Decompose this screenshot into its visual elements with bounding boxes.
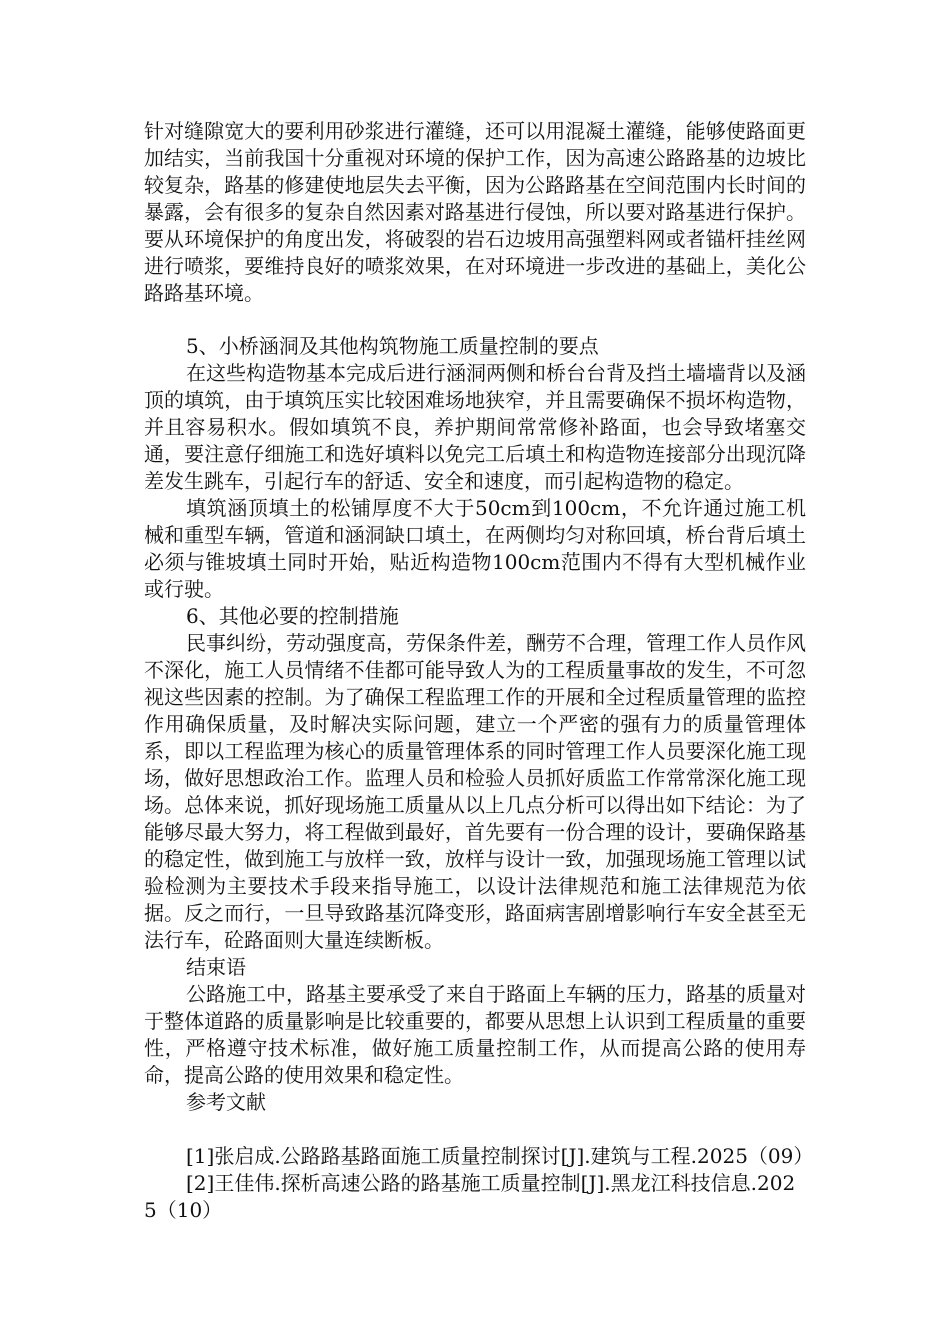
reference-item: [1]张启成.公路路基路面施工质量控制探讨[J].建筑与工程.2025（09） (186, 1144, 814, 1168)
paragraph-control-measures: 民事纠纷，劳动强度高，劳保条件差，酬劳不合理，管理工作人员作风不深化，施工人员情绪不佳都可能导致人为的工程质量事故的发生，不可忽视这些因素的控制。为了确保工程监理工作的开展和全过程质量管理的监控作用确保质量，及时解决实际问题，建立一个严密的强有力的质量管理体系，即以工程监理为核心的质量管理体系的同时管理工作人员要深化施工现场，做好思想政治工作。监理人员和检验人员抓好质监工作常常深化施工现场。总体来说，抓好现场施工质量从以上几点分析可以得出如下结论：为了能够尽最大努力，将工程做到最好，首先要有一份合理的设计，要确保路基的稳定性，做到施工与放样一致，放样与设计一致，加强现场施工管理以试验检测为主要技术手段来指导施工，以设计法律规范和施工法律规范为依据。反之而行，一旦导致路基沉降变形，路面病害剧增影响行车安全甚至无法行车，砼路面则大量连续断板。 (144, 631, 806, 952)
paragraph-grouting: 针对缝隙宽大的要利用砂浆进行灌缝，还可以用混凝土灌缝，能够使路面更加结实，当前我国十分重视对环境的保护工作，因为高速公路路基的边坡比较复杂，路基的修建使地层失去平衡，因为公路路基在空间范围内长时间的暴露，会有很多的复杂自然因素对路基进行侵蚀，所以要对路基进行保护。要从环境保护的角度出发，将破裂的岩石边坡用高强塑料网或者锚杆挂丝网进行喷浆，要维持良好的喷浆效果，在对环境进一步改进的基础上，美化公路路基环境。 (144, 119, 806, 305)
paragraph-culvert-filling: 在这些构造物基本完成后进行涵洞两侧和桥台台背及挡土墙墙背以及涵顶的填筑，由于填筑压实比较困难场地狭窄，并且需要确保不损坏构造物，并且容易积水。假如填筑不良，养护期间常常修补路面，也会导致堵塞交通，要注意仔细施工和选好填料以免完工后填土和构造物连接部分出现沉降差发生跳车，引起行车的舒适、安全和速度，而引起构造物的稳定。 (144, 361, 806, 493)
paragraph-conclusion: 公路施工中，路基主要承受了来自于路面上车辆的压力，路基的质量对于整体道路的质量影响是比较重要的，都要从思想上认识到工程质量的重要性，严格遵守技术标准，做好施工质量控制工作，从而提高公路的使用寿命，提高公路的使用效果和稳定性。 (144, 982, 806, 1087)
heading-references: 参考文献 (186, 1090, 266, 1114)
heading-conclusion: 结束语 (186, 955, 246, 979)
spacer (144, 1116, 806, 1143)
reference-item: [2]王佳伟.探析高速公路的路基施工质量控制[J].黑龙江科技信息.2025（10） (144, 1171, 796, 1222)
document-body (144, 118, 814, 1224)
heading-section-6: 6、其他必要的控制措施 (186, 604, 399, 628)
heading-section-5: 5、小桥涵洞及其他构筑物施工质量控制的要点 (186, 334, 599, 358)
paragraph-fill-thickness: 填筑涵顶填土的松铺厚度不大于50cm到100cm，不允许通过施工机械和重型车辆，管道和涵洞缺口填土，在两侧均匀对称回填，桥台背后填土必须与锥坡填土同时开始，贴近构造物100cm范围内不得有大型机械作业或行驶。 (144, 496, 806, 601)
spacer (144, 307, 806, 333)
